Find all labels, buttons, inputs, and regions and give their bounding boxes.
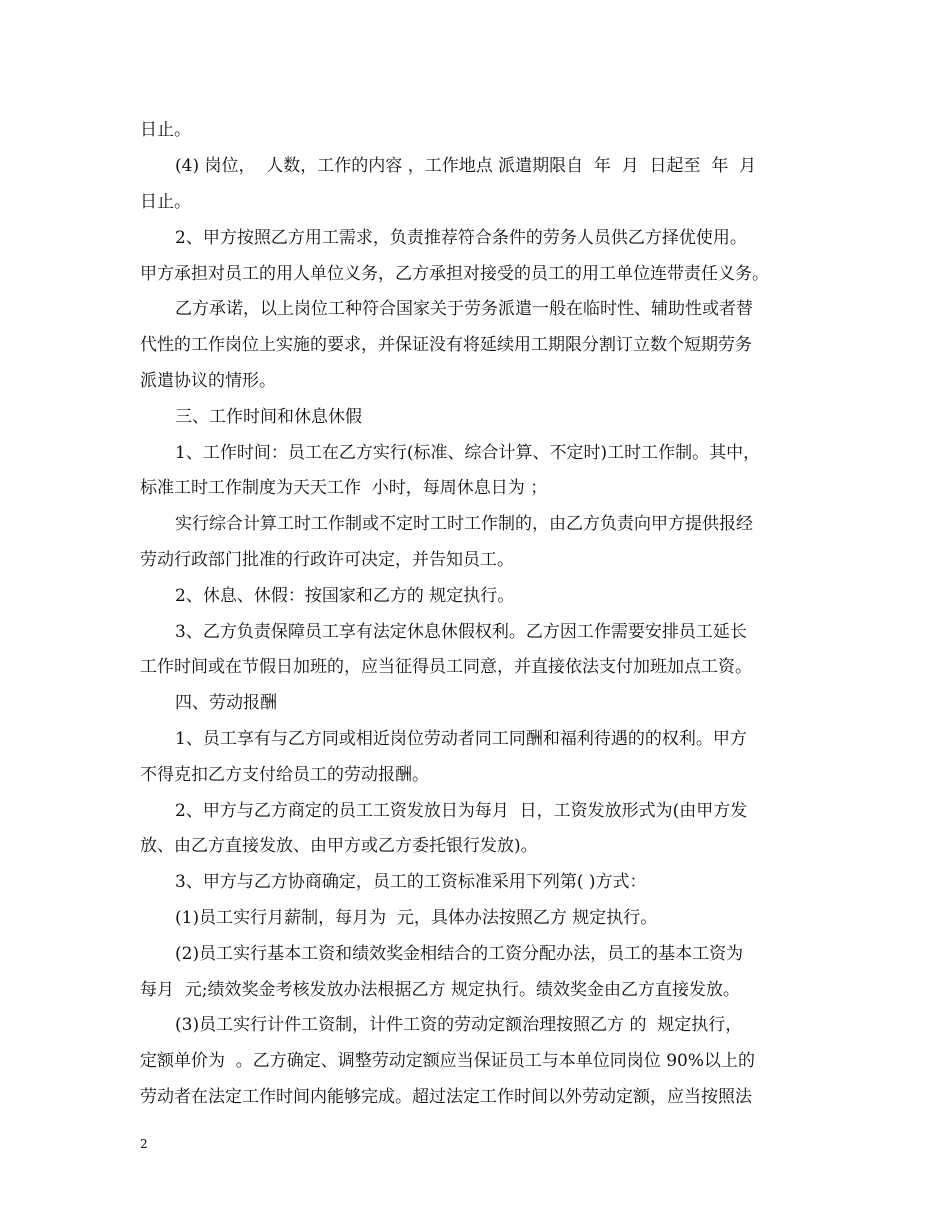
text-line: 1、员工享有与乙方同或相近岗位劳动者同工同酬和福利待遇的的权利。甲方: [175, 729, 747, 749]
text-line: 标准工时工作制度为天天工作 小时，每周休息日为 ；: [140, 478, 548, 498]
text-line: 2、甲方按照乙方用工需求，负责推荐符合条件的劳务人员供乙方择优使用。: [175, 228, 747, 248]
text-line: 2、休息、休假：按国家和乙方的 规定执行。: [175, 586, 515, 606]
section-heading: 四、劳动报酬: [175, 693, 277, 713]
text-line: 日止。: [140, 120, 191, 140]
text-line: 派遣协议的情形。: [140, 371, 276, 391]
text-line: 3、乙方负责保障员工享有法定休息休假权利。乙方因工作需要安排员工延长: [175, 622, 747, 642]
text-line: 工作时间或在节假日加班的，应当征得员工同意，并直接依法支付加班加点工资。: [140, 657, 752, 677]
text-line: 日止。: [140, 192, 191, 212]
text-line: 每月 元;绩效奖金考核发放办法根据乙方 规定执行。绩效奖金由乙方直接发放。: [140, 980, 740, 1000]
text-line: 放、由乙方直接发放、由甲方或乙方委托银行发放)。: [140, 836, 538, 856]
text-line: 劳动行政部门批准的行政许可决定，并告知员工。: [140, 550, 514, 570]
text-line: 2、甲方与乙方商定的员工工资发放日为每月 日，工资发放形式为(由甲方发: [175, 801, 748, 821]
text-line: 甲方承担对员工的用人单位义务，乙方承担对接受的员工的用工单位连带责任义务。: [140, 264, 769, 284]
text-line: (4) 岗位， 人数，工作的内容 ，工作地点 派遣期限自 年 月 日起至 年 月: [175, 156, 757, 176]
text-line: (1)员工实行月薪制，每月为 元，具体办法按照乙方 规定执行。: [175, 908, 658, 928]
text-line: (3)员工实行计件工资制，计件工资的劳动定额治理按照乙方 的 规定执行，: [175, 1015, 743, 1035]
text-line: 代性的工作岗位上实施的要求，并保证没有将延续用工期限分割订立数个短期劳务: [140, 335, 752, 355]
text-line: (2)员工实行基本工资和绩效奖金相结合的工资分配办法，员工的基本工资为: [175, 944, 744, 964]
text-line: 定额单价为 。乙方确定、调整劳动定额应当保证员工与本单位同岗位 90%以上的: [140, 1051, 755, 1071]
text-line: 劳动者在法定工作时间内能够完成。超过法定工作时间以外劳动定额，应当按照法: [140, 1087, 752, 1107]
text-line: 不得克扣乙方支付给员工的劳动报酬。: [140, 765, 429, 785]
section-heading: 三、工作时间和休息休假: [175, 407, 362, 427]
page-number: 2: [140, 1137, 148, 1151]
text-line: 乙方承诺，以上岗位工种符合国家关于劳务派遣一般在临时性、辅助性或者替: [175, 299, 753, 319]
text-line: 3、甲方与乙方协商确定，员工的工资标准采用下列第( )方式：: [175, 872, 647, 892]
text-line: 实行综合计算工时工作制或不定时工时工作制的，由乙方负责向甲方提供报经: [175, 514, 753, 534]
text-line: 1、工作时间：员工在乙方实行(标准、综合计算、不定时)工时工作制。其中，: [175, 443, 761, 463]
